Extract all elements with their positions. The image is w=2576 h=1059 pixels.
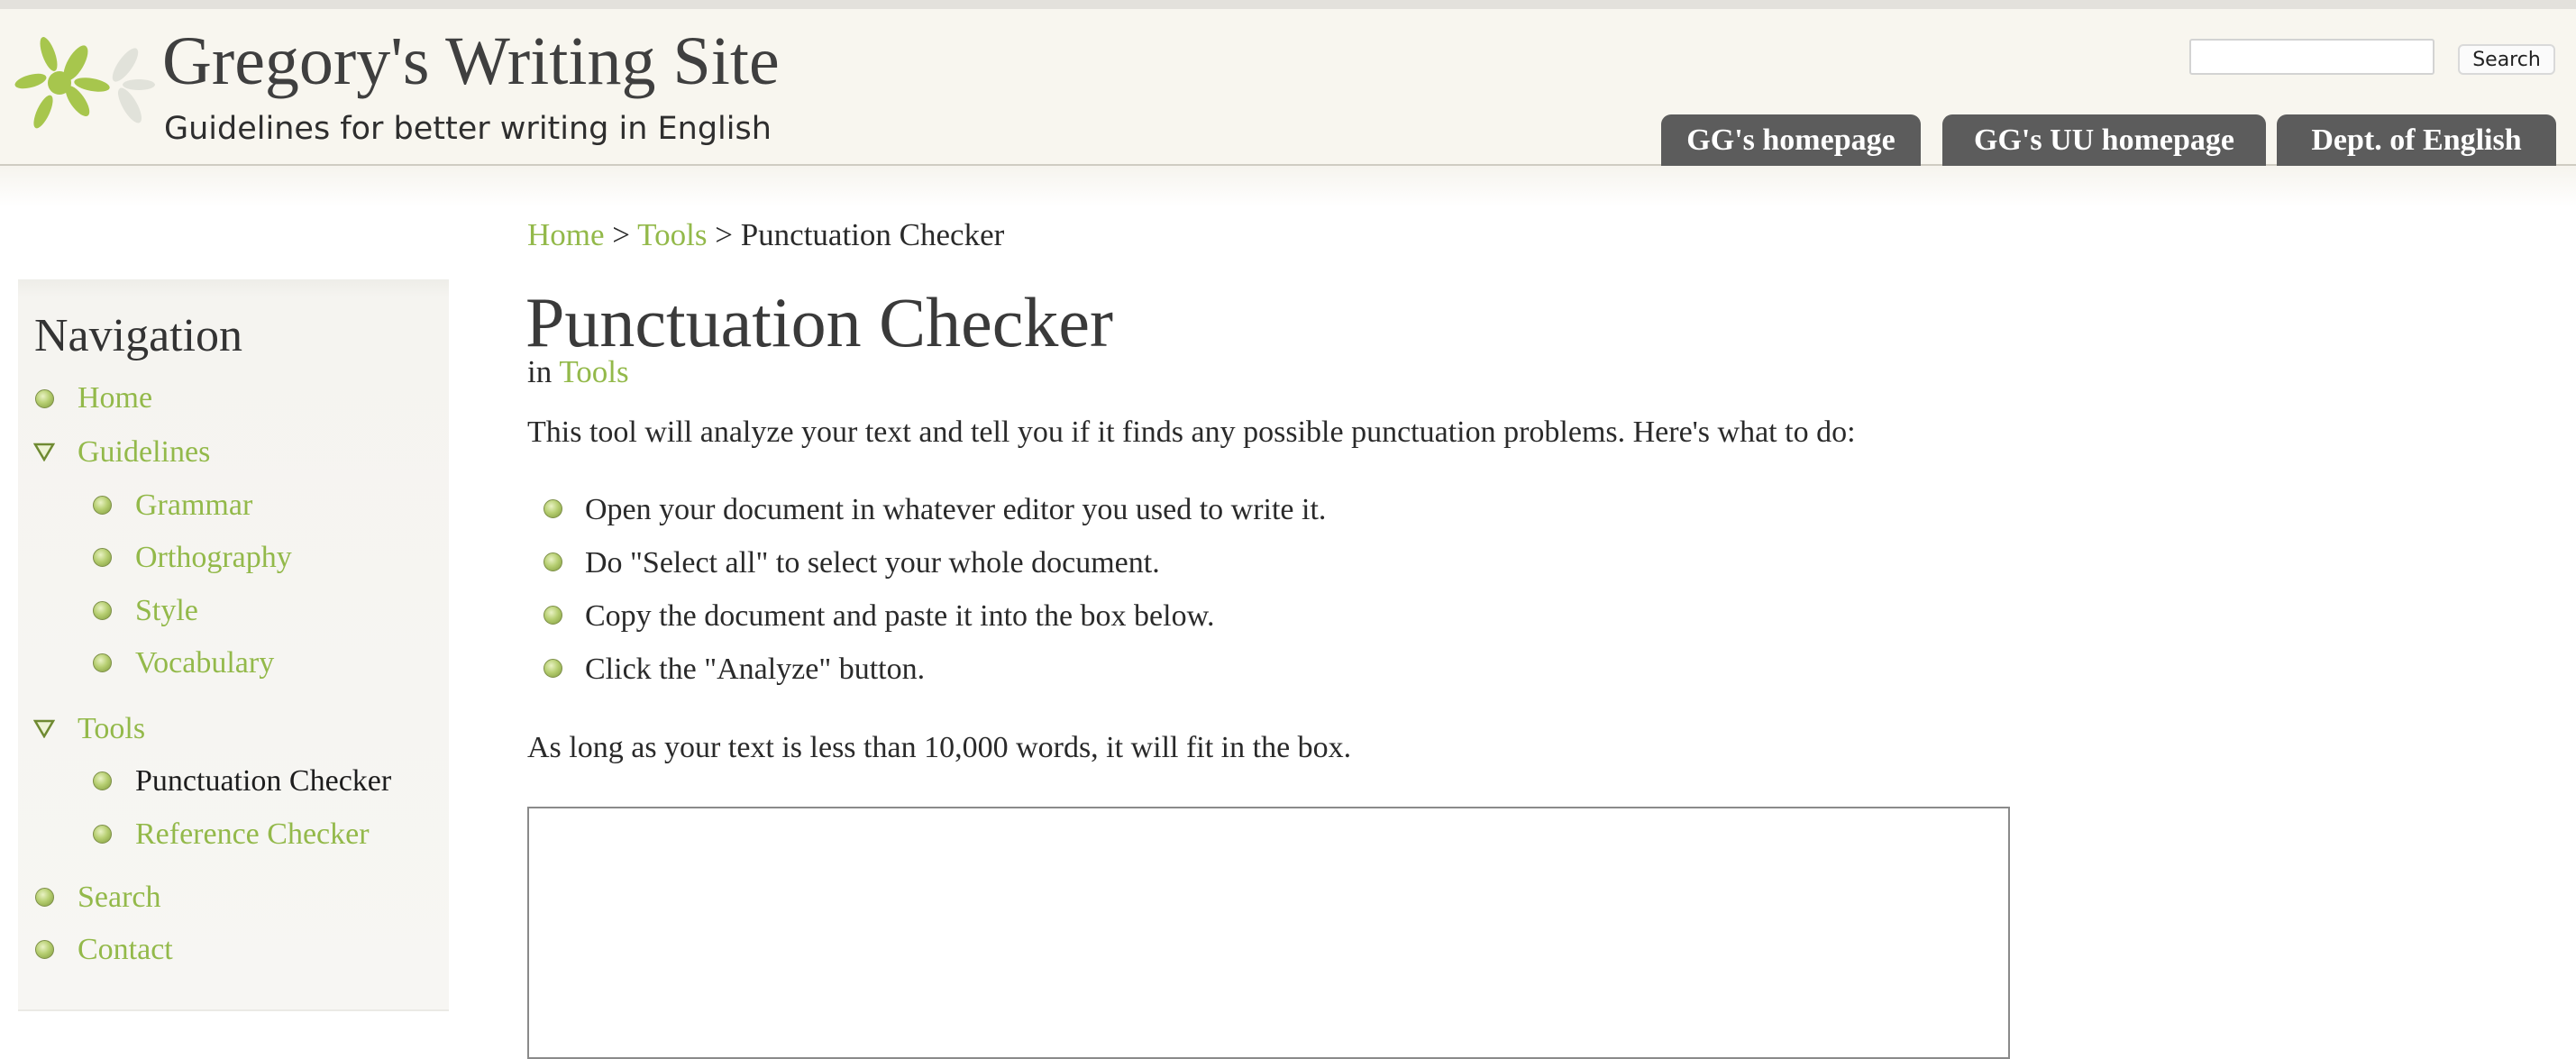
sidebar-item-search[interactable]: Search — [78, 881, 161, 914]
bullet-icon — [544, 552, 562, 571]
breadcrumb-separator: > — [715, 217, 733, 252]
tab-gg-homepage[interactable]: GG's homepage — [1661, 114, 1921, 166]
search-button[interactable]: Search — [2458, 44, 2555, 75]
tab-gg-uu-homepage[interactable]: GG's UU homepage — [1942, 114, 2266, 166]
breadcrumb-home-link[interactable]: Home — [527, 217, 605, 252]
bullet-icon — [544, 499, 562, 518]
tab-dept-of-english[interactable]: Dept. of English — [2277, 114, 2556, 166]
sidebar-navigation — [18, 279, 449, 1011]
bullet-icon — [93, 825, 112, 844]
site-header — [0, 9, 2576, 166]
site-name[interactable]: Gregory's Writing Site — [162, 23, 780, 99]
breadcrumb-current: Punctuation Checker — [740, 217, 1005, 252]
bullet-icon — [93, 653, 112, 672]
category-line — [527, 351, 629, 393]
search-input[interactable] — [2189, 39, 2434, 75]
expanded-triangle-icon — [33, 718, 55, 738]
bullet-icon — [35, 389, 54, 408]
bullet-icon — [93, 548, 112, 567]
sidebar-item-vocabulary[interactable]: Vocabulary — [135, 646, 275, 680]
header-fade — [0, 166, 2576, 207]
step-item: Open your document in whatever editor you used to write it. — [585, 493, 1327, 526]
sidebar-item-guidelines[interactable]: Guidelines — [78, 435, 211, 469]
sidebar-item-contact[interactable]: Contact — [78, 933, 173, 966]
step-item: Click the "Analyze" button. — [585, 653, 926, 686]
sidebar-item-home[interactable]: Home — [78, 381, 153, 415]
sidebar-item-punctuation-checker[interactable]: Punctuation Checker — [135, 764, 392, 798]
navigation-heading: Navigation — [34, 310, 243, 361]
bullet-icon — [35, 888, 54, 907]
category-tools-link[interactable]: Tools — [559, 354, 629, 389]
bullet-icon — [93, 496, 112, 515]
breadcrumb-tools-link[interactable]: Tools — [637, 217, 708, 252]
sidebar-item-grammar[interactable]: Grammar — [135, 488, 253, 522]
size-note: As long as your text is less than 10,000 words, it will fit in the box. — [527, 731, 1352, 764]
bullet-icon — [93, 601, 112, 620]
sidebar-item-orthography[interactable]: Orthography — [135, 541, 292, 574]
category-prefix: in — [527, 354, 553, 389]
breadcrumb-separator: > — [612, 217, 631, 252]
breadcrumb — [527, 213, 1004, 258]
bullet-icon — [544, 606, 562, 625]
bullet-icon — [93, 771, 112, 790]
sidebar-item-tools[interactable]: Tools — [78, 712, 146, 745]
intro-paragraph: This tool will analyze your text and tell you if it finds any possible punctuation problems. Here's what to do: — [527, 415, 1856, 449]
step-item: Do "Select all" to select your whole document. — [585, 546, 1160, 580]
top-strip — [0, 0, 2576, 9]
text-input-area[interactable] — [527, 807, 2010, 1059]
bullet-icon — [544, 659, 562, 678]
bullet-icon — [35, 940, 54, 959]
expanded-triangle-icon — [33, 442, 55, 461]
site-logo-icon[interactable] — [13, 29, 157, 146]
step-item: Copy the document and paste it into the box below. — [585, 599, 1215, 633]
sidebar-item-reference-checker[interactable]: Reference Checker — [135, 817, 370, 851]
sidebar-item-style[interactable]: Style — [135, 594, 198, 627]
page-title: Punctuation Checker — [525, 283, 1113, 361]
site-slogan: Guidelines for better writing in English — [164, 111, 772, 147]
